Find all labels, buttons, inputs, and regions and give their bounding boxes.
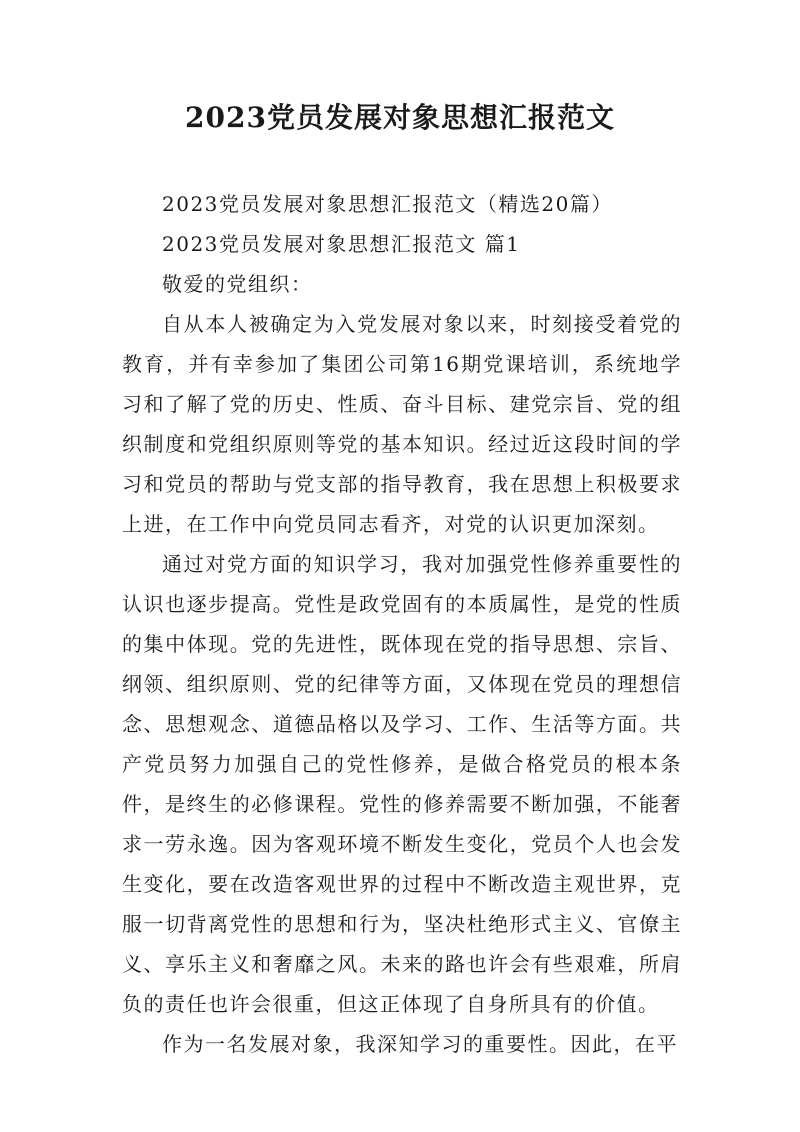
document-subtitle: 2023党员发展对象思想汇报范文（精选20篇） <box>162 192 613 216</box>
salutation: 敬爱的党组织： <box>162 272 313 296</box>
document-body <box>122 184 682 1064</box>
body-paragraph-1: 自从本人被确定为入党发展对象以来，时刻接受着党的教育，并有幸参加了集团公司第16期党课培训，系统地学习和了解了党的历史、性质、奋斗目标、建党宗旨、党的组织制度和党组织原则等党的基本知识。经过近这段时间的学习和党员的帮助与党支部的指导教育，我在思想上积极要求上进，在工作中向党员同志看齐，对党的认识更加深刻。 <box>122 312 682 536</box>
document-title: 2023党员发展对象思想汇报范文 <box>185 101 615 134</box>
body-paragraph-3: 作为一名发展对象，我深知学习的重要性。因此，在平 <box>162 1032 678 1056</box>
section-heading: 2023党员发展对象思想汇报范文 篇1 <box>162 232 521 256</box>
body-paragraph-2: 通过对党方面的知识学习，我对加强党性修养重要性的认识也逐步提高。党性是政党固有的本质属性，是党的性质的集中体现。党的先进性，既体现在党的指导思想、宗旨、纲领、组织原则、党的纪律等方面，又体现在党员的理想信念、思想观念、道德品格以及学习、工作、生活等方面。共产党员努力加强自己的党性修养，是做合格党员的根本条件，是终生的必修课程。党性的修养需要不断加强，不能奢求一劳永逸。因为客观环境不断发生变化，党员个人也会发生变化，要在改造客观世界的过程中不断改造主观世界，克服一切背离党性的思想和行为，坚决杜绝形式主义、官僚主义、享乐主义和奢靡之风。未来的路也许会有些艰难，所肩负的责任也许会很重，但这正体现了自身所具有的价值。 <box>122 552 682 1016</box>
